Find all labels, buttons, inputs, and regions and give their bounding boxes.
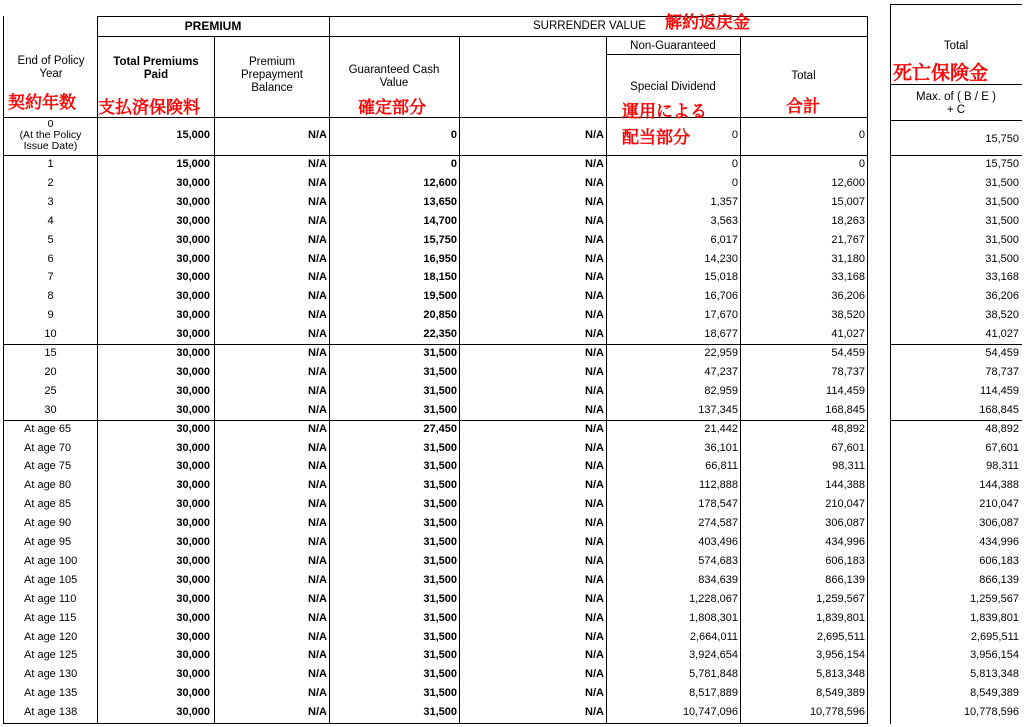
cell-death-benefit: 38,520 [985,309,1019,322]
death-formula-line2: + C [946,104,966,116]
row0-year-line2: (At the Policy [19,129,82,141]
cell-dividend: 574,683 [698,554,738,567]
cell-guaranteed: 0 [450,158,457,170]
cell-death-benefit: 31,500 [985,252,1019,265]
cell-dividend: 1,808,301 [689,611,738,624]
cell-prepay-less-charge: N/A [585,347,604,359]
cell-total: 38,520 [831,309,865,322]
cell-prepay-less-charge: N/A [585,630,604,643]
header-end-of-policy-year: End of Policy Year [17,55,85,80]
header-total-premiums-paid: Total Premiums Paid [113,56,199,81]
cell-year: At age 90 [24,517,72,530]
cell-guaranteed: 31,500 [423,403,457,416]
death-header-total: Total [943,40,969,52]
annotation-dividend-jp-2: 配当部分 [622,128,690,148]
cell-prepay-balance: N/A [308,592,327,605]
cell-guaranteed: 20,850 [423,309,457,322]
cell-total: 78,737 [831,365,865,378]
cell-prepay-less-charge: N/A [585,554,604,567]
cell-prepay-balance: N/A [308,384,327,397]
cell-prepay-balance: N/A [308,195,327,208]
cell-dividend: 8,517,889 [689,687,738,700]
cell-total-premiums: 30,000 [176,214,210,227]
cell-year: At age 70 [24,441,72,454]
cell-year: 9 [47,309,54,322]
cell-year: At age 75 [24,460,72,473]
cell-guaranteed: 31,500 [423,706,457,719]
cell-death-benefit: 31,500 [985,176,1019,189]
cell-total: 606,183 [825,554,865,567]
cell-dividend: 36,101 [704,441,738,454]
death-top-line [890,4,1022,5]
cell-guaranteed: 18,150 [423,271,457,284]
cell-death-benefit: 5,813,348 [970,668,1019,681]
cell-death-benefit: 114,459 [980,384,1019,397]
cell-total-premiums: 30,000 [176,573,210,586]
cell-year: At age 65 [24,422,72,435]
cell-total: 54,459 [831,347,865,359]
cell-death-benefit: 1,839,801 [970,611,1019,624]
cell-guaranteed: 31,500 [423,573,457,586]
cell-guaranteed: 31,500 [423,365,457,378]
cell-total-premiums: 30,000 [176,176,210,189]
cell-total: 48,892 [831,422,865,435]
cell-prepay-balance: N/A [308,668,327,681]
cell-dividend: 82,959 [704,384,738,397]
cell-death-benefit: 31,500 [985,214,1019,227]
cell-total: 1,839,801 [816,611,865,624]
cell-year: 2 [47,176,54,189]
header-non-guaranteed: Non-Guaranteed [630,40,716,52]
cell-year: 20 [44,365,57,378]
cell-death-benefit: 78,737 [985,365,1019,378]
cell-guaranteed: 31,500 [423,517,457,530]
cell-total-premiums: 30,000 [176,403,210,416]
cell-guaranteed: 31,500 [423,649,457,662]
cell-guaranteed: 31,500 [423,630,457,643]
cell-year: 4 [47,214,54,227]
cell-death-benefit: 67,601 [985,441,1019,454]
cell-prepay-balance: N/A [308,687,327,700]
cell-guaranteed: 31,500 [423,479,457,492]
cell-total-premiums: 30,000 [176,195,210,208]
cell-year: At age 80 [24,479,72,492]
cell-prepay-less-charge: N/A [585,706,604,719]
cell-dividend: 6,017 [710,233,738,246]
cell-prepay-balance: N/A [308,422,327,435]
cell-dividend: 137,345 [698,403,738,416]
cell-prepay-balance: N/A [308,649,327,662]
cell-death-benefit: 866,139 [979,573,1019,586]
cell-total: 144,388 [825,479,865,492]
cell-death-benefit: 36,206 [985,290,1019,303]
cell-death-benefit: 98,311 [986,460,1019,473]
cell-death-benefit: 48,892 [985,422,1019,435]
cell-prepay-less-charge: N/A [585,403,604,416]
cell-total: 0 [858,158,865,170]
cell-death-benefit: 210,047 [979,498,1019,511]
cell-year: 25 [44,384,57,397]
cell-total: 41,027 [831,328,865,341]
cell-death-benefit: 41,027 [985,328,1019,341]
annotation-policy-year-jp: 契約年数 [8,93,76,113]
cell-dividend: 112,888 [699,479,738,492]
cell-dividend: 1,357 [710,195,738,208]
cell-dividend: 3,563 [710,214,738,227]
cell-guaranteed: 31,500 [423,611,457,624]
cell-prepay-less-charge: N/A [585,176,604,189]
cell-dividend: 2,664,011 [689,630,738,643]
header-group-line [97,36,868,37]
row0-year [4,118,97,152]
cell-total: 98,311 [832,460,865,473]
cell-dividend: 18,677 [704,328,738,341]
cell-dividend: 178,547 [698,498,738,511]
cell-prepay-less-charge: N/A [585,384,604,397]
cell-dividend: 0 [731,158,738,170]
cell-total-premiums: 30,000 [176,233,210,246]
row0-year-line3: Issue Date) [23,140,78,152]
cell-total: 3,956,154 [816,649,865,662]
cell-year: 8 [47,290,54,303]
cell-prepay-less-charge: N/A [585,592,604,605]
cell-prepay-balance: N/A [308,158,327,170]
cell-year: At age 105 [24,573,78,586]
annotation-total-jp: 合計 [786,97,820,117]
cell-prepay-balance: N/A [308,460,327,473]
cell-total: 306,087 [825,517,865,530]
cell-prepay-balance: N/A [308,479,327,492]
cell-prepay-less-charge: N/A [585,422,604,435]
cell-prepay-less-charge: N/A [585,479,604,492]
cell-total-premiums: 30,000 [176,365,210,378]
cell-prepay-balance: N/A [308,214,327,227]
cell-prepay-less-charge: N/A [585,668,604,681]
header-premium-prepayment-balance: Premium Prepayment Balance [240,56,303,94]
cell-total-premiums: 30,000 [176,309,210,322]
cell-total: 12,600 [831,176,865,189]
cell-total-premiums: 30,000 [176,422,210,435]
cell-total-premiums: 30,000 [176,517,210,530]
cell-guaranteed: 31,500 [423,347,457,359]
cell-death-benefit: 434,996 [979,536,1019,548]
cell-prepay-less-charge: N/A [585,195,604,208]
cell-death-benefit: 10,778,596 [963,706,1019,719]
cell-total: 210,047 [825,498,865,511]
row0-guaranteed: 0 [450,129,457,141]
cell-prepay-balance: N/A [308,233,327,246]
cell-total-premiums: 30,000 [176,498,210,511]
cell-total-premiums: 30,000 [176,630,210,643]
cell-total-premiums: 30,000 [176,384,210,397]
cell-prepay-balance: N/A [308,252,327,265]
cell-total-premiums: 30,000 [176,252,210,265]
cell-prepay-less-charge: N/A [585,290,604,303]
cell-prepay-less-charge: N/A [585,271,604,284]
cell-total-premiums: 30,000 [176,441,210,454]
row0-total: 0 [858,129,865,141]
cell-death-benefit: 2,695,511 [970,630,1019,643]
cell-prepay-balance: N/A [308,554,327,567]
cell-dividend: 0 [731,176,738,189]
annotation-surrender-value-jp: 解約返戻金 [665,13,750,33]
cell-prepay-balance: N/A [308,630,327,643]
death-formula-line1: Max. of ( B / E ) [916,91,996,103]
cell-prepay-balance: N/A [308,328,327,341]
cell-death-benefit: 144,388 [979,479,1019,492]
cell-guaranteed: 31,500 [423,384,457,397]
cell-prepay-less-charge: N/A [585,252,604,265]
header-special-dividend: Special Dividend [630,81,716,93]
cell-prepay-less-charge: N/A [585,158,604,170]
cell-year: At age 95 [24,536,72,548]
cell-death-benefit: 1,259,567 [970,592,1019,605]
cell-guaranteed: 31,500 [423,498,457,511]
row0-year-line1: 0 [47,118,54,130]
cell-prepay-balance: N/A [308,611,327,624]
cell-prepay-less-charge: N/A [585,687,604,700]
cell-total-premiums: 30,000 [176,536,210,548]
cell-total-premiums: 30,000 [176,611,210,624]
cell-year: 5 [47,233,54,246]
cell-dividend: 16,706 [704,290,738,303]
cell-year: 7 [47,271,54,284]
cell-year: At age 115 [24,611,77,624]
cell-death-benefit: 31,500 [985,195,1019,208]
cell-prepay-less-charge: N/A [585,517,604,530]
cell-death-benefit: 168,845 [979,403,1019,416]
cell-prepay-less-charge: N/A [585,460,604,473]
cell-prepay-balance: N/A [308,517,327,530]
cell-dividend: 15,018 [704,271,738,284]
cell-prepay-balance: N/A [308,176,327,189]
cell-prepay-less-charge: N/A [585,611,604,624]
cell-total-premiums: 30,000 [176,290,210,303]
cell-death-benefit: 3,956,154 [970,649,1019,662]
cell-year: At age 85 [24,498,72,511]
annotation-premiums-paid-jp: 支払済保険料 [98,98,200,118]
cell-total-premiums: 30,000 [176,460,210,473]
cell-total: 866,139 [825,573,865,586]
cell-total: 10,778,596 [809,706,865,719]
cell-guaranteed: 14,700 [423,214,457,227]
death-section-line [890,420,1022,421]
header-total: Total [791,70,816,82]
cell-total-premiums: 30,000 [176,479,210,492]
cell-prepay-balance: N/A [308,706,327,719]
row0-dividend: 0 [731,129,738,141]
row0-prepay: N/A [308,129,327,141]
cell-death-benefit: 8,549,389 [970,687,1019,700]
cell-guaranteed: 27,450 [423,422,457,435]
cell-dividend: 21,442 [704,422,738,435]
cell-total: 31,180 [831,252,865,265]
cell-guaranteed: 31,500 [423,687,457,700]
cell-total: 67,601 [831,441,865,454]
cell-dividend: 47,237 [704,365,738,378]
row0-premiums: 15,000 [176,129,210,141]
cell-guaranteed: 22,350 [423,328,457,341]
cell-prepay-less-charge: N/A [585,573,604,586]
cell-prepay-balance: N/A [308,573,327,586]
cell-prepay-less-charge: N/A [585,309,604,322]
cell-total: 8,549,389 [816,687,865,700]
cell-total-premiums: 30,000 [176,687,210,700]
cell-total-premiums: 30,000 [176,649,210,662]
cell-total-premiums: 15,000 [176,158,210,170]
cell-year: 6 [47,252,54,265]
cell-year: At age 120 [24,630,78,643]
cell-year: 15 [44,347,57,359]
cell-guaranteed: 13,650 [423,195,457,208]
cell-total: 15,007 [831,195,865,208]
cell-total-premiums: 30,000 [176,328,210,341]
cell-prepay-balance: N/A [308,309,327,322]
cell-year: At age 125 [24,649,78,662]
cell-prepay-less-charge: N/A [585,214,604,227]
cell-total-premiums: 30,000 [176,592,210,605]
table-bottom-line [3,723,868,724]
row0-prepay-less: N/A [585,129,604,141]
cell-dividend: 10,747,096 [682,706,738,719]
cell-guaranteed: 31,500 [423,536,457,548]
non-guaranteed-line [606,54,740,55]
cell-guaranteed: 31,500 [423,668,457,681]
cell-prepay-less-charge: N/A [585,536,604,548]
cell-total-premiums: 30,000 [176,668,210,681]
cell-prepay-balance: N/A [308,498,327,511]
annotation-dividend-jp-1: 運用による [622,102,707,122]
cell-guaranteed: 12,600 [423,176,457,189]
cell-prepay-balance: N/A [308,441,327,454]
cell-dividend: 834,639 [698,573,738,586]
cell-total-premiums: 30,000 [176,271,210,284]
cell-dividend: 66,811 [705,460,738,473]
cell-total: 168,845 [825,403,865,416]
cell-total: 33,168 [831,271,865,284]
row0-death: 15,750 [985,133,1019,145]
cell-prepay-less-charge: N/A [585,233,604,246]
cell-total: 2,695,511 [816,630,865,643]
death-section-line [890,344,1022,345]
cell-prepay-balance: N/A [308,347,327,359]
cell-prepay-less-charge: N/A [585,328,604,341]
cell-dividend: 1,228,067 [689,592,738,605]
annotation-death-benefit-jp: 死亡保険金 [893,62,989,84]
cell-year: At age 130 [24,668,78,681]
cell-death-benefit: 54,459 [985,347,1019,359]
cell-guaranteed: 31,500 [423,460,457,473]
annotation-guaranteed-jp: 確定部分 [358,98,426,118]
cell-year: 10 [44,328,57,341]
header-guaranteed-cash-value: Guaranteed Cash Value [348,64,440,89]
cell-dividend: 274,587 [698,517,738,530]
cell-prepay-less-charge: N/A [585,649,604,662]
cell-guaranteed: 31,500 [423,441,457,454]
cell-prepay-balance: N/A [308,536,327,548]
cell-year: 3 [47,195,54,208]
death-section-line [890,155,1022,156]
cell-dividend: 14,230 [704,252,738,265]
cell-total: 114,459 [826,384,865,397]
cell-guaranteed: 16,950 [423,252,457,265]
cell-total-premiums: 30,000 [176,347,210,359]
cell-dividend: 5,781,848 [689,668,738,681]
cell-guaranteed: 31,500 [423,592,457,605]
cell-year: At age 135 [24,687,78,700]
header-top-line [97,16,868,17]
cell-death-benefit: 606,183 [979,554,1019,567]
cell-prepay-balance: N/A [308,365,327,378]
cell-total: 18,263 [831,214,865,227]
cell-death-benefit: 33,168 [985,271,1019,284]
cell-death-benefit: 15,750 [985,158,1019,170]
cell-guaranteed: 19,500 [423,290,457,303]
cell-year: At age 138 [24,706,78,719]
cell-total: 434,996 [825,536,865,548]
cell-guaranteed: 31,500 [423,554,457,567]
cell-dividend: 3,924,654 [689,649,738,662]
cell-death-benefit: 31,500 [985,233,1019,246]
death-header-bottom-line [890,120,1022,121]
cell-prepay-less-charge: N/A [585,498,604,511]
header-premium-group: PREMIUM [184,19,242,33]
cell-total-premiums: 30,000 [176,554,210,567]
cell-year: 30 [44,403,57,416]
cell-total: 1,259,567 [816,592,865,605]
cell-prepay-balance: N/A [308,403,327,416]
cell-prepay-balance: N/A [308,290,327,303]
cell-dividend: 17,670 [704,309,738,322]
cell-dividend: 403,496 [698,536,738,548]
cell-prepay-balance: N/A [308,271,327,284]
cell-dividend: 22,959 [704,347,738,359]
cell-guaranteed: 15,750 [423,233,457,246]
header-surrender-value-group: SURRENDER VALUE [533,20,646,32]
cell-prepay-less-charge: N/A [585,365,604,378]
cell-total-premiums: 30,000 [176,706,210,719]
cell-year: At age 110 [24,592,77,605]
cell-total: 21,767 [831,233,865,246]
cell-total: 5,813,348 [816,668,865,681]
cell-year: 1 [47,158,54,170]
cell-year: At age 100 [24,554,78,567]
cell-total: 36,206 [831,290,865,303]
cell-death-benefit: 306,087 [979,517,1019,530]
col-divider [867,16,868,724]
cell-prepay-less-charge: N/A [585,441,604,454]
